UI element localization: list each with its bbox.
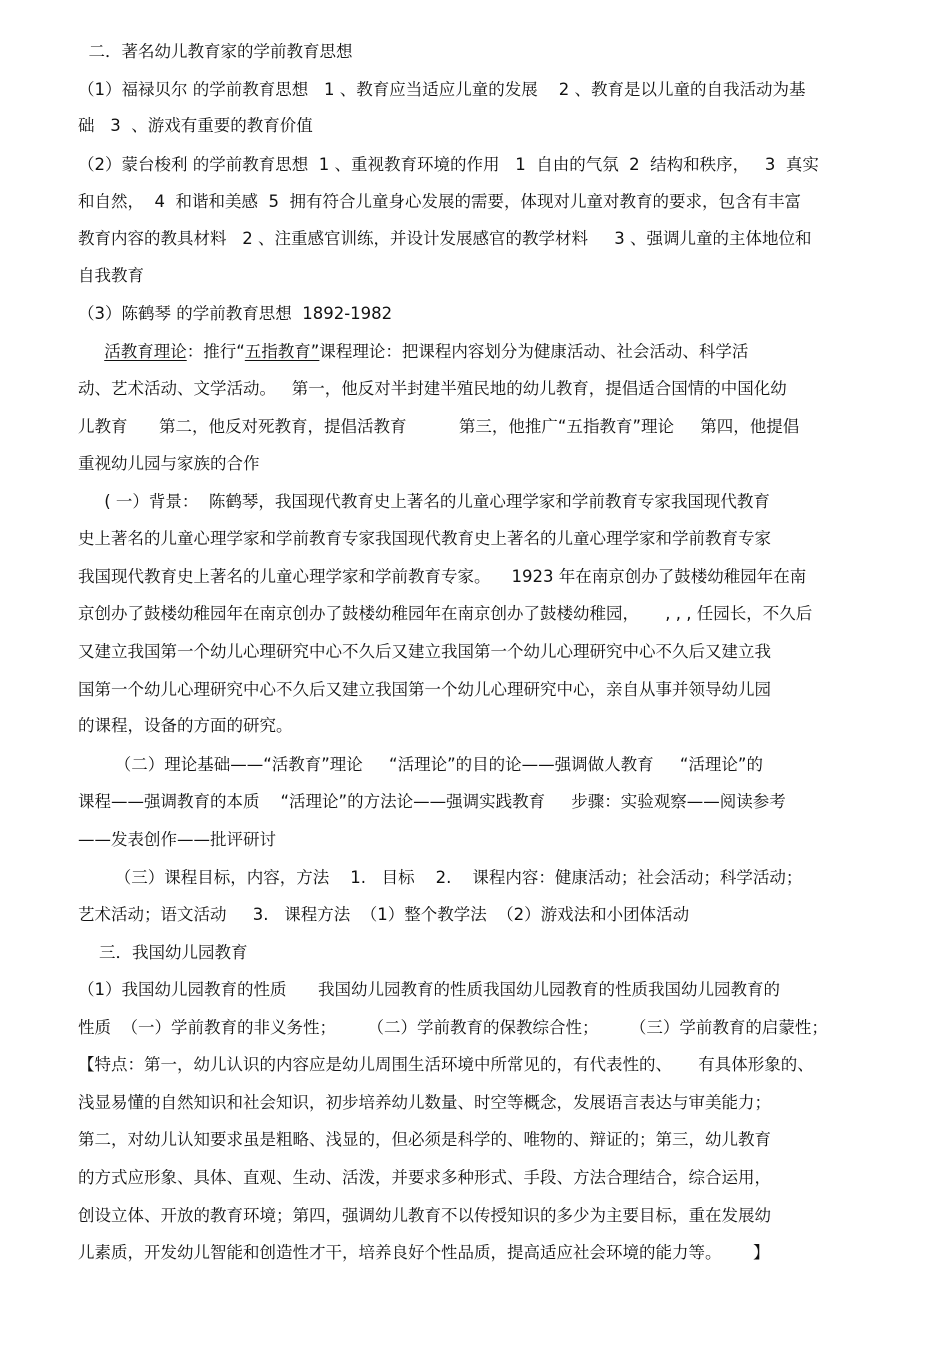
text-line: 重视幼儿园与家族的合作: [78, 454, 260, 473]
text-line: （2）蒙台梭利 的学前教育思想 1 、重视教育环境的作用 1 自由的气氛 2 结构和秩序， 3 真实: [78, 155, 819, 174]
text-line: 史上著名的儿童心理学家和学前教育专家我国现代教育史上著名的儿童心理学家和学前教育专家: [78, 529, 771, 548]
text-line: 艺术活动；语文活动 3. 课程方法 （1）整个教学法 （2）游戏法和小团体活动: [78, 905, 690, 924]
text-segment: [78, 342, 104, 361]
text-line: 儿教育 第二，他反对死教育，提倡活教育 第三，他推广“五指教育”理论 第四，他提倡: [78, 417, 800, 436]
text-line: （1）福禄贝尔 的学前教育思想 1 、教育应当适应儿童的发展 2 、教育是以儿童的自我活动为基: [78, 80, 806, 99]
text-line: 浅显易懂的自然知识和社会知识，初步培养幼儿数量、时空等概念，发展语言表达与审美能力；: [78, 1093, 771, 1112]
text-line: 又建立我国第一个幼儿心理研究中心不久后又建立我国第一个幼儿心理研究中心不久后又建立我: [78, 642, 771, 661]
text-segment: 课程理论：把课程内容划分为健康活动、社会活动、科学活: [319, 342, 749, 361]
text-line: 儿素质，开发幼儿智能和创造性才干，培养良好个性品质，提高适应社会环境的能力等。 】: [78, 1243, 770, 1262]
underlined-term-huo-jiaoyu: 活教育理论: [104, 342, 187, 361]
text-line: 我国现代教育史上著名的儿童心理学家和学前教育专家。 1923 年在南京创办了鼓楼幼稚园年在南: [78, 567, 807, 586]
text-line: 的方式应形象、具体、直观、生动、活泼，并要求多种形式、手段、方法合理结合，综合运用，: [78, 1168, 771, 1187]
text-line: 的课程，设备的方面的研究。: [78, 716, 293, 735]
heading-section-2: 二．著名幼儿教育家的学前教育思想: [78, 42, 353, 61]
underlined-term-wuzhi-jiaoyu: 五指教育”: [244, 342, 320, 361]
text-line: （1）我国幼儿园教育的性质 我国幼儿园教育的性质我国幼儿园教育的性质我国幼儿园教育的: [78, 980, 780, 999]
heading-section-3: 三．我国幼儿园教育: [78, 943, 248, 962]
text-line: 教育内容的教具材料 2 、注重感官训练，并设计发展感官的教学材料 3 、强调儿童的主体地位和: [78, 229, 812, 248]
text-line: （3）陈鹤琴 的学前教育思想 1892-1982: [78, 304, 393, 323]
text-line: （三）课程目标，内容，方法 1. 目标 2. 课程内容：健康活动；社会活动；科学活动；: [78, 868, 803, 887]
text-segment: ：推行“: [186, 342, 245, 361]
text-line: 自我教育: [78, 266, 144, 285]
text-line: 国第一个幼儿心理研究中心不久后又建立我国第一个幼儿心理研究中心，亲自从事并领导幼儿园: [78, 680, 771, 699]
text-line: 和自然， 4 和谐和美感 5 拥有符合儿童身心发展的需要，体现对儿童对教育的要求，包含有丰富: [78, 192, 801, 211]
text-line: 动、艺术活动、文学活动。 第一，他反对半封建半殖民地的幼儿教育，提倡适合国情的中国化幼: [78, 379, 787, 398]
text-line: ( 一）背景： 陈鹤琴，我国现代教育史上著名的儿童心理学家和学前教育专家我国现代教育: [78, 492, 770, 511]
text-line: 创设立体、开放的教育环境；第四，强调幼儿教育不以传授知识的多少为主要目标，重在发展幼: [78, 1206, 771, 1225]
text-line-underlined: [78, 340, 748, 364]
text-line: 础 3 、游戏有重要的教育价值: [78, 116, 313, 135]
text-line: 京创办了鼓楼幼稚园年在南京创办了鼓楼幼稚园年在南京创办了鼓楼幼稚园， , , , 任园长，不久后: [78, 604, 813, 623]
text-line: （二）理论基础——“活教育”理论 “活理论”的目的论——强调做人教育 “活理论”的: [78, 755, 763, 774]
text-line: 课程——强调教育的本质 “活理论”的方法论——强调实践教育 步骤：实验观察——阅读参考: [78, 792, 786, 811]
text-line: 第二，对幼儿认知要求虽是粗略、浅显的，但必须是科学的、唯物的、辩证的；第三，幼儿教育: [78, 1130, 771, 1149]
text-line: 性质 （一）学前教育的非义务性； （二）学前教育的保教综合性； （三）学前教育的启蒙性；: [78, 1018, 828, 1037]
text-line: 【特点：第一，幼儿认识的内容应是幼儿周围生活环境中所常见的，有代表性的、 有具体形象的、: [78, 1055, 814, 1074]
text-line: ——发表创作——批评研讨: [78, 830, 276, 849]
